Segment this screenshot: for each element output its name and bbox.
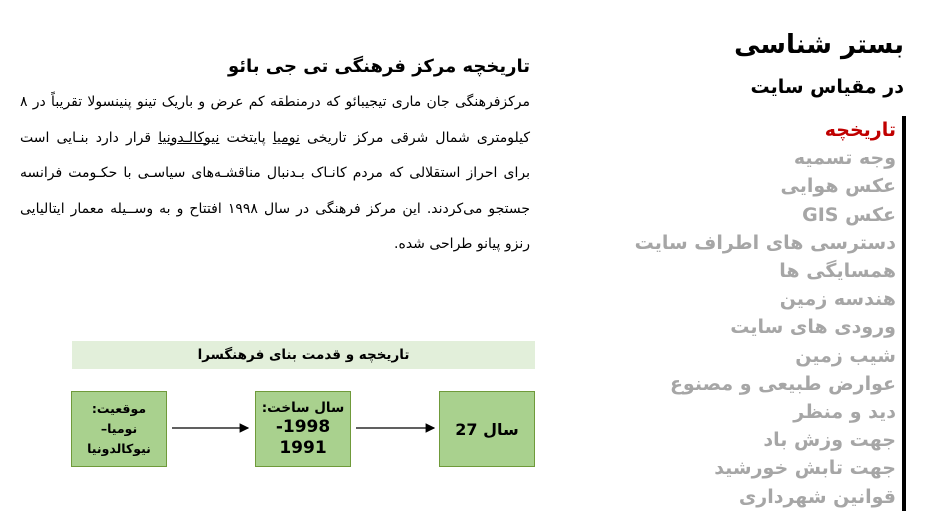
nav-item-gis-photo[interactable]: عکس GIS xyxy=(802,203,896,226)
nav-item-history[interactable]: تاریخچه xyxy=(824,119,896,141)
sidebar xyxy=(634,0,934,525)
location-city: نومیا– xyxy=(100,421,138,436)
nav-item-land-geometry[interactable]: هندسه زمین xyxy=(779,288,896,311)
nav-item-municipal-rules[interactable]: قوانین شهرداری xyxy=(738,485,896,508)
construction-year-start: 1998- xyxy=(275,417,331,437)
main-content xyxy=(20,56,530,263)
construction-year-label: سال ساخت: xyxy=(261,400,345,416)
nav-item-land-slope[interactable]: شیب زمین xyxy=(795,344,896,367)
age-value: سال 27 xyxy=(455,419,519,439)
nav-item-site-access[interactable]: دسترسی های اطراف سایت xyxy=(634,231,896,254)
nav-item-neighbors[interactable]: همسایگی ها xyxy=(779,260,896,283)
page-heading: تاریخچه مرکز فرهنگی تی جی بائو xyxy=(227,56,530,77)
link-noumea[interactable]: نومیا xyxy=(272,129,300,146)
diagram-title: تاریخچه و قدمت بنای فرهنگسرا xyxy=(72,341,535,369)
link-new-caledonia[interactable]: نیوکالـدونیا xyxy=(158,129,220,146)
nav-item-site-entrances[interactable]: ورودی های سایت xyxy=(730,316,896,339)
nav-item-view[interactable]: دید و منظر xyxy=(793,401,896,424)
nav-item-wind-direction[interactable]: جهت وزش باد xyxy=(763,429,896,452)
history-paragraph xyxy=(20,85,530,263)
history-diagram xyxy=(70,340,536,472)
nav-item-naming[interactable]: وجه تسمیه xyxy=(793,147,896,170)
sidebar-title: بستر شناسی xyxy=(734,30,904,60)
location-label: موقعیت: xyxy=(91,401,147,416)
sidebar-nav xyxy=(636,116,906,511)
construction-year-end: 1991 xyxy=(279,438,327,458)
paragraph-part-1: مرکزفرهنگی جان ماری تیجیبائو که درمنطقه کم عرض و باریک تینو پنینسولا تقریباً در ۸ کیلومتری شمال شرقی مرکز تاریخی xyxy=(20,94,531,146)
location-box xyxy=(71,391,167,467)
nav-item-sun-direction[interactable]: جهت تابش خورشید xyxy=(714,457,896,480)
sidebar-subtitle: در مقیاس سایت xyxy=(750,76,904,98)
paragraph-part-2: پایتخت xyxy=(219,129,273,146)
age-box xyxy=(439,391,535,467)
nav-item-natural-features[interactable]: عوارض طبیعی و مصنوع xyxy=(669,372,896,395)
construction-year-box xyxy=(255,391,351,467)
paragraph-part-3: قرار دارد بنـایی است برای احراز استقلالی که مردم کانـاک بـدنبال مناقشـه‌های سیاسـی با حکـومت فرانسه جستجو می‌کردند. این مرکز فرهنگی در سال ۱۹۹۸ افتتاح و به وســیله معمار ایتالیایی رنزو پیانو طراحی شده. xyxy=(20,129,531,252)
nav-item-aerial-photo[interactable]: عکس هوایی xyxy=(780,175,896,198)
location-country: نیوکالدونیا xyxy=(87,441,151,456)
